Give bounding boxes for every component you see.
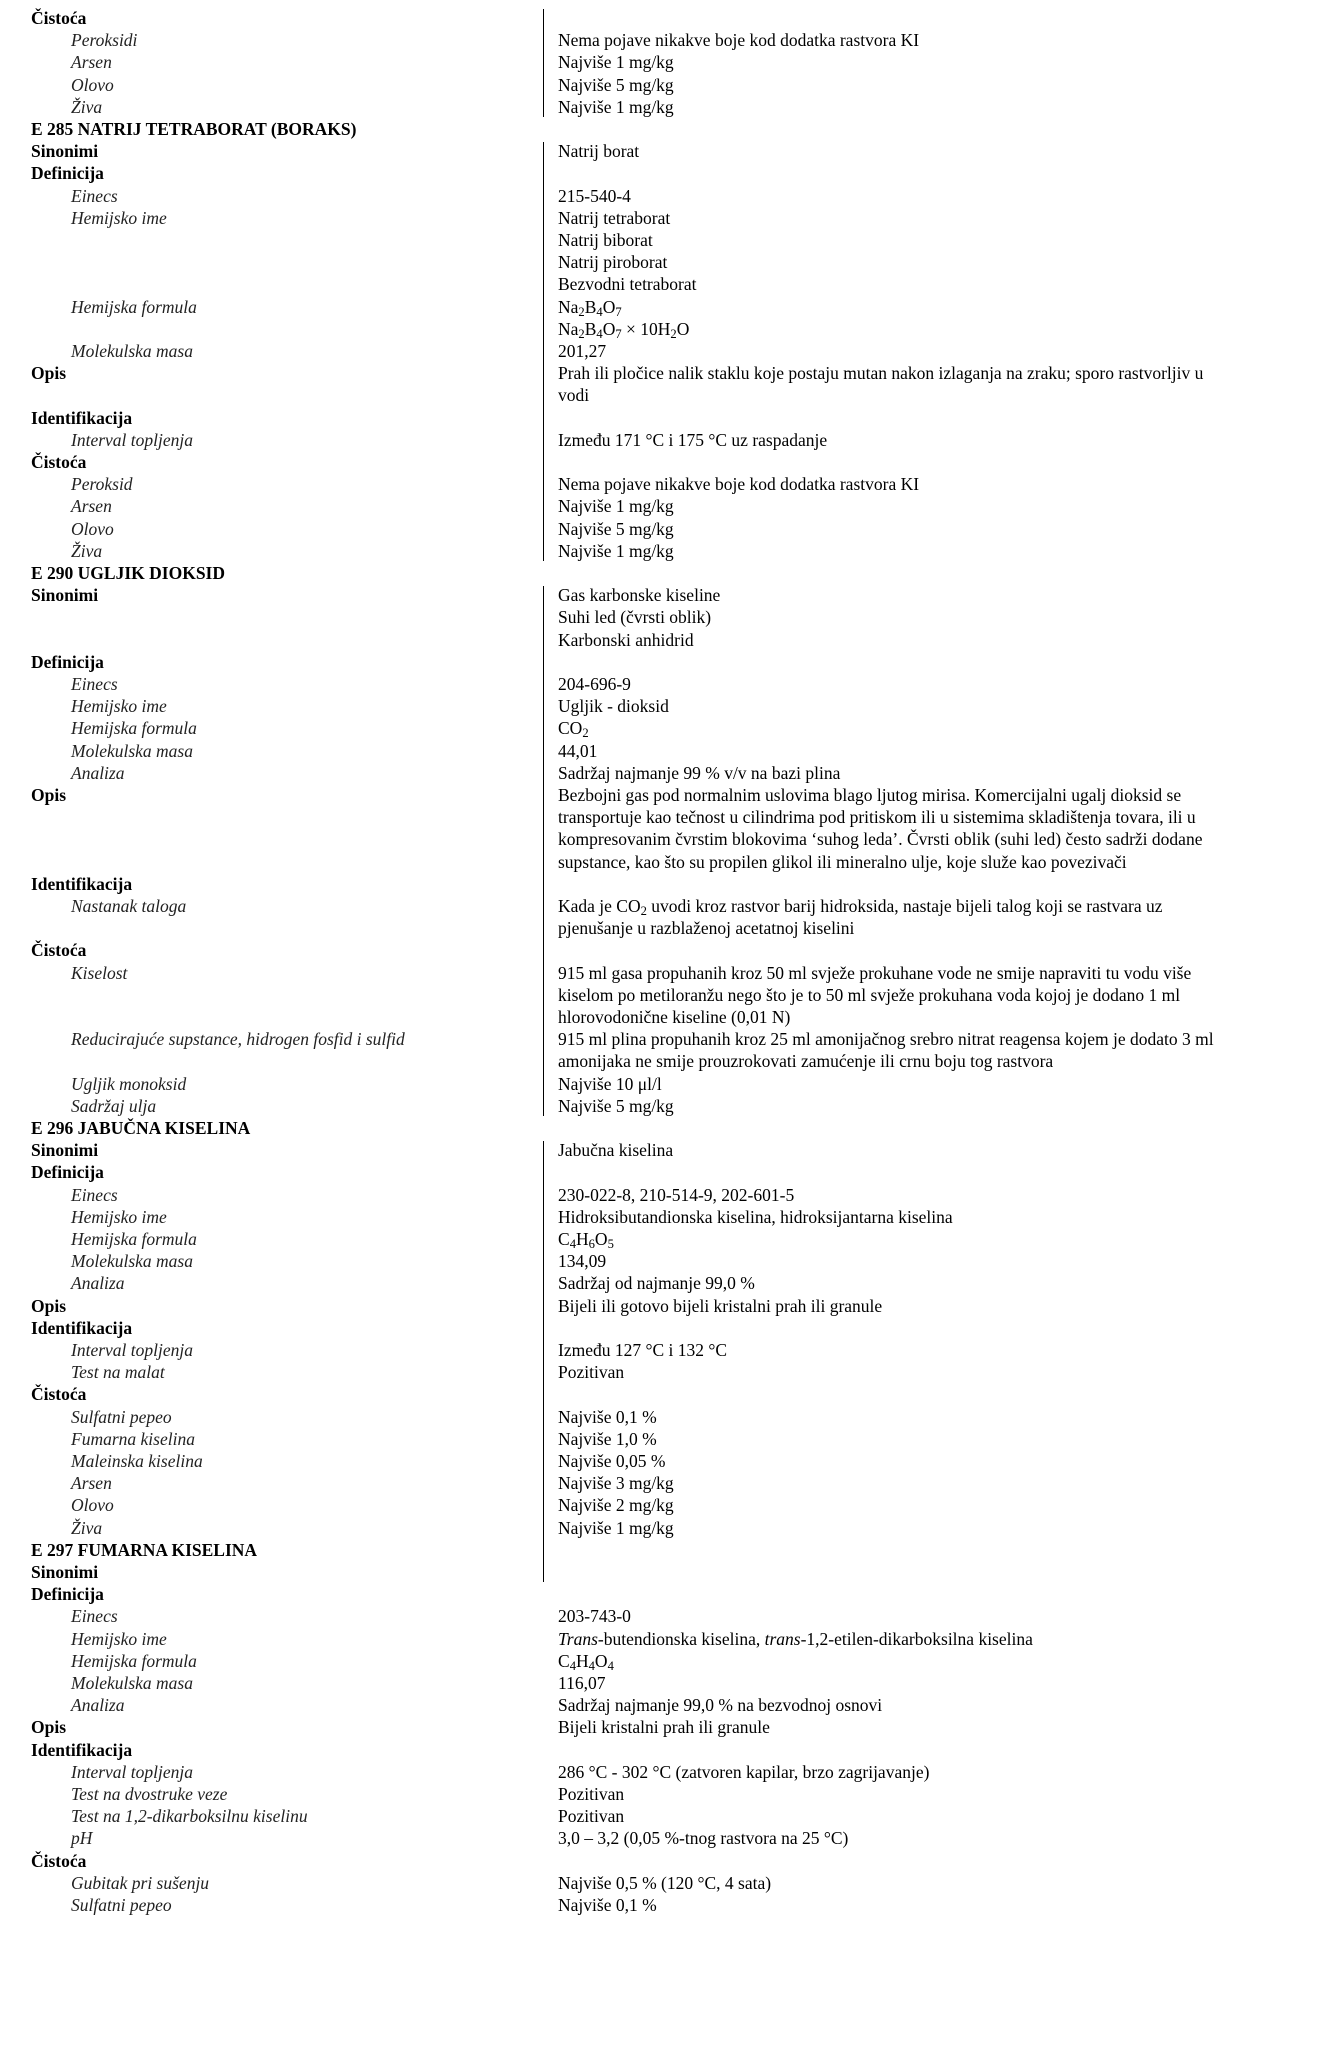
value-line: vodi (558, 385, 590, 406)
value-line: Najviše 0,05 % (558, 1451, 666, 1471)
property-value (558, 1761, 1293, 1783)
heading-label: Čistoća (31, 452, 87, 472)
value-line: Bezvodni tetraborat (558, 274, 697, 295)
value-line: 201,27 (558, 341, 607, 361)
property-value (558, 1450, 1293, 1472)
property-value (558, 1361, 1293, 1383)
value-line: Trans-butendionska kiselina, trans-1,2-etilen-dikarboksilna kiselina (558, 1628, 1033, 1649)
value-line: Između 171 °C i 175 °C uz raspadanje (558, 429, 828, 450)
property-value (558, 1894, 1293, 1916)
heading-label: Definicija (31, 163, 104, 184)
property-value (558, 895, 1293, 939)
value-line: Nema pojave nikakve boje kod dodatka rastvora KI (558, 30, 920, 51)
property-value (558, 51, 1293, 73)
value-line: $C_4H_4O_4$ (558, 1650, 614, 1673)
property-label: Sulfatni pepeo (71, 1895, 172, 1915)
property-value (558, 495, 1293, 517)
value-line: Najviše 2 mg/kg (558, 1495, 674, 1516)
value-line: Najviše 1 mg/kg (558, 1517, 674, 1538)
value-line: Sadržaj najmanje 99 % v/v na bazi plina (558, 762, 841, 783)
property-value (558, 1406, 1293, 1428)
value-line: Sadržaj najmanje 99,0 % na bezvodnoj osnovi (558, 1695, 883, 1716)
property-label: Analiza (71, 762, 125, 783)
value-line: Jabučna kiselina (558, 1140, 674, 1161)
value-line: transportuje kao tečnost u cilindrima pod pritiskom ili u sistemima skladištenja tovara, ili u (558, 807, 1196, 828)
property-label: Hemijsko ime (71, 696, 167, 717)
property-value (558, 362, 1293, 406)
heading-label: Definicija (31, 651, 104, 672)
value-line: Pozitivan (558, 1784, 625, 1804)
value-line: Najviše 1 mg/kg (558, 496, 674, 517)
property-value (558, 296, 1293, 340)
property-label: Hemijska formula (71, 1229, 197, 1249)
value-line: Najviše 5 mg/kg (558, 518, 674, 539)
property-label: Interval topljenja (71, 1340, 193, 1360)
property-label: Test na dvostruke veze (71, 1784, 228, 1804)
value-line: Bijeli kristalni prah ili granule (558, 1717, 770, 1738)
property-value (558, 1672, 1293, 1694)
property-label: Einecs (71, 674, 118, 694)
property-value (558, 429, 1293, 451)
property-value (558, 1872, 1293, 1894)
property-label: Sadržaj ulja (71, 1095, 157, 1116)
property-value (558, 695, 1293, 717)
property-label: Interval topljenja (71, 1761, 193, 1782)
value-line: Najviše 0,1 % (558, 1406, 657, 1427)
property-label: Hemijska formula (71, 718, 197, 739)
property-value (558, 140, 1293, 162)
property-label: Živa (71, 96, 103, 117)
property-label: Živa (71, 540, 103, 561)
property-label: Molekulska masa (71, 341, 193, 361)
property-value (558, 584, 1293, 651)
property-value (558, 1650, 1293, 1672)
value-line: Suhi led (čvrsti oblik) (558, 607, 712, 628)
property-label: Molekulska masa (71, 1251, 193, 1272)
property-value (558, 1428, 1293, 1450)
additive-title: E 296 JABUČNA KISELINA (31, 1118, 251, 1138)
heading-label: Čistoća (31, 1384, 87, 1405)
property-value (558, 740, 1293, 762)
property-label: Hemijsko ime (71, 1206, 167, 1227)
value-line: $Na_2B_4O_7 \times 10H_2O$ (558, 318, 690, 341)
property-value (558, 473, 1293, 495)
property-value (558, 1805, 1293, 1827)
property-value (558, 1517, 1293, 1539)
property-label: Interval topljenja (71, 429, 193, 450)
property-label: Gubitak pri sušenju (71, 1872, 210, 1893)
property-value (558, 762, 1293, 784)
property-label: Olovo (71, 1495, 114, 1516)
value-line: Natrij borat (558, 141, 640, 162)
heading-label: Identifikacija (31, 873, 133, 894)
additive-title: E 297 FUMARNA KISELINA (31, 1539, 258, 1560)
property-label: Nastanak taloga (71, 896, 187, 916)
value-line: 286 °C - 302 °C (zatvoren kapilar, brzo zagrijavanje) (558, 1761, 930, 1782)
heading-label: Opis (31, 363, 67, 384)
heading-label: Opis (31, 1295, 67, 1316)
value-line: 915 ml gasa propuhanih kroz 50 ml svježe prokuhane vode ne smije napraviti tu vodu više (558, 962, 1192, 983)
heading-label: Opis (31, 1717, 67, 1738)
property-label: Peroksid (71, 474, 133, 495)
heading-label: Sinonimi (31, 1562, 99, 1582)
property-value (558, 1095, 1293, 1117)
value-line: Prah ili pločice nalik staklu koje postaju mutan nakon izlaganja na zraku; sporo rastvorljiv u (558, 363, 1204, 384)
property-label: Arsen (71, 52, 112, 73)
additive-title: E 290 UGLJIK DIOKSID (31, 563, 225, 583)
value-line: Najviše 1 mg/kg (558, 52, 674, 73)
value-line: pjenušanje u razblaženoj acetatnoj kiselini (558, 918, 855, 939)
value-line: Najviše 0,5 % (120 °C, 4 sata) (558, 1872, 772, 1893)
property-label: Ugljik monoksid (71, 1073, 187, 1094)
property-value (558, 29, 1293, 51)
value-line: 215-540-4 (558, 185, 631, 206)
property-label: Maleinska kiselina (71, 1451, 203, 1471)
property-label: Hemijska formula (71, 296, 197, 317)
heading-label: Čistoća (31, 1850, 87, 1871)
heading-label: Definicija (31, 1584, 104, 1605)
heading-label: Sinonimi (31, 141, 99, 162)
property-label: Fumarna kiselina (71, 1428, 195, 1449)
value-line: hlorovodonične kiseline (0,01 N) (558, 1007, 791, 1027)
value-line: kiselom po metiloranžu nego što je to 50 ml svježe prokuhana voda kojoj je dodano 1 ml (558, 984, 1181, 1005)
value-line: 116,07 (558, 1673, 606, 1693)
property-label: Einecs (71, 1184, 118, 1205)
property-value (558, 673, 1293, 695)
property-label: Test na malat (71, 1362, 165, 1383)
value-line: Najviše 1 mg/kg (558, 540, 674, 561)
property-label: Arsen (71, 1473, 112, 1494)
property-label: Peroksidi (71, 30, 138, 51)
value-line: amonijaka ne smije prouzrokovati zamućenje ili crnu boju tog rastvora (558, 1051, 1054, 1072)
value-line: 44,01 (558, 740, 598, 761)
value-line: Najviše 3 mg/kg (558, 1473, 674, 1494)
value-line: $CO_2$ (558, 718, 589, 741)
property-label: Hemijska formula (71, 1650, 197, 1671)
heading-label: Opis (31, 785, 67, 805)
property-value (558, 1295, 1293, 1317)
property-label: Arsen (71, 496, 112, 517)
value-line: Pozitivan (558, 1362, 625, 1383)
value-line: Pozitivan (558, 1806, 625, 1827)
property-value (558, 185, 1293, 207)
heading-label: Sinonimi (31, 1140, 99, 1161)
property-label: Reducirajuće supstance, hidrogen fosfid i sulfid (71, 1029, 405, 1050)
property-value (558, 1472, 1293, 1494)
property-label: Einecs (71, 185, 118, 206)
property-label: Živa (71, 1517, 103, 1538)
heading-label: Identifikacija (31, 407, 133, 428)
property-label: Sulfatni pepeo (71, 1406, 172, 1427)
column-divider (543, 142, 544, 561)
value-line: Natrij piroborat (558, 252, 668, 273)
property-value (558, 1073, 1293, 1095)
value-line: Nema pojave nikakve boje kod dodatka rastvora KI (558, 474, 920, 495)
value-line: Najviše 5 mg/kg (558, 1095, 674, 1116)
value-line: 134,09 (558, 1251, 607, 1272)
value-line: Ugljik - dioksid (558, 696, 669, 717)
property-label: Test na 1,2-dikarboksilnu kiselinu (71, 1806, 308, 1827)
additive-title: E 285 NATRIJ TETRABORAT (BORAKS) (31, 119, 357, 139)
property-value (558, 96, 1293, 118)
value-line: Između 127 °C i 132 °C (558, 1340, 728, 1360)
value-line: Najviše 10 μl/l (558, 1073, 662, 1094)
property-value (558, 784, 1293, 873)
property-value (558, 1716, 1293, 1738)
property-label: Molekulska masa (71, 740, 193, 761)
property-value (558, 1250, 1293, 1272)
property-value (558, 1628, 1293, 1650)
value-line: Karbonski anhidrid (558, 629, 694, 650)
value-line: 915 ml plina propuhanih kroz 25 ml amonijačnog srebro nitrat reagensa kojem je dodato 3 ml (558, 1029, 1214, 1050)
value-line: kompresovanim čvrstim blokovima ‘suhog leda’. Čvrsti oblik (suhi led) često sadrži dodane (558, 829, 1203, 850)
value-line: 204-696-9 (558, 674, 631, 694)
property-value (558, 1139, 1293, 1161)
value-line: Bijeli ili gotovo bijeli kristalni prah ili granule (558, 1295, 883, 1316)
property-value (558, 962, 1293, 1029)
property-label: pH (71, 1828, 93, 1849)
property-label: Olovo (71, 74, 114, 95)
value-line: $Na_2B_4O_7$ (558, 296, 622, 319)
property-value (558, 1272, 1293, 1294)
column-divider (543, 9, 544, 117)
property-value (558, 207, 1293, 296)
value-line: Gas karbonske kiseline (558, 585, 721, 606)
value-line: Najviše 5 mg/kg (558, 74, 674, 95)
property-label: Olovo (71, 518, 114, 539)
property-value (558, 518, 1293, 540)
property-value (558, 1228, 1293, 1250)
value-line: 203-743-0 (558, 1606, 631, 1627)
value-line: 230-022-8, 210-514-9, 202-601-5 (558, 1184, 795, 1205)
property-value (558, 74, 1293, 96)
value-line: Kada je $CO_2$ uvodi kroz rastvor barij hidroksida, nastaje bijeli talog koji se rastvara uz (558, 896, 1163, 919)
property-label: Kiselost (71, 962, 128, 983)
heading-label: Sinonimi (31, 585, 99, 606)
value-line: 3,0 – 3,2 (0,05 %-tnog rastvora na 25 °C) (558, 1828, 849, 1849)
column-divider (543, 1141, 544, 1582)
property-value (558, 1184, 1293, 1206)
property-label: Einecs (71, 1606, 118, 1627)
value-line: Najviše 1,0 % (558, 1428, 657, 1449)
property-value (558, 717, 1293, 739)
value-line: Natrij tetraborat (558, 207, 671, 228)
property-value (558, 1339, 1293, 1361)
property-label: Hemijsko ime (71, 207, 167, 228)
value-line: Natrij biborat (558, 230, 653, 250)
value-line: Najviše 0,1 % (558, 1895, 657, 1915)
heading-label: Definicija (31, 1162, 104, 1183)
property-value (558, 1605, 1293, 1627)
property-label: Analiza (71, 1695, 125, 1716)
property-value (558, 1028, 1293, 1072)
value-line: Sadržaj od najmanje 99,0 % (558, 1273, 755, 1294)
value-line: supstance, kao što su propilen glikol ili mineralno ulje, koje služe kao povezivači (558, 851, 1127, 872)
heading-label: Čistoća (31, 940, 87, 961)
value-line: Najviše 1 mg/kg (558, 96, 674, 117)
property-value (558, 1494, 1293, 1516)
property-value (558, 1783, 1293, 1805)
value-line: Hidroksibutandionska kiselina, hidroksijantarna kiselina (558, 1206, 953, 1227)
heading-label: Čistoća (31, 8, 87, 28)
heading-label: Identifikacija (31, 1317, 133, 1338)
property-label: Hemijsko ime (71, 1628, 167, 1649)
property-value (558, 540, 1293, 562)
property-value (558, 1827, 1293, 1849)
property-label: Molekulska masa (71, 1673, 193, 1693)
property-value (558, 340, 1293, 362)
property-value (558, 1694, 1293, 1716)
column-divider (543, 586, 544, 1116)
property-label: Analiza (71, 1273, 125, 1294)
value-line: Bezbojni gas pod normalnim uslovima blago ljutog mirisa. Komercijalni ugalj dioksid se (558, 785, 1182, 805)
value-line: $C_4H_6O_5$ (558, 1229, 614, 1252)
property-value (558, 1206, 1293, 1228)
heading-label: Identifikacija (31, 1739, 133, 1760)
